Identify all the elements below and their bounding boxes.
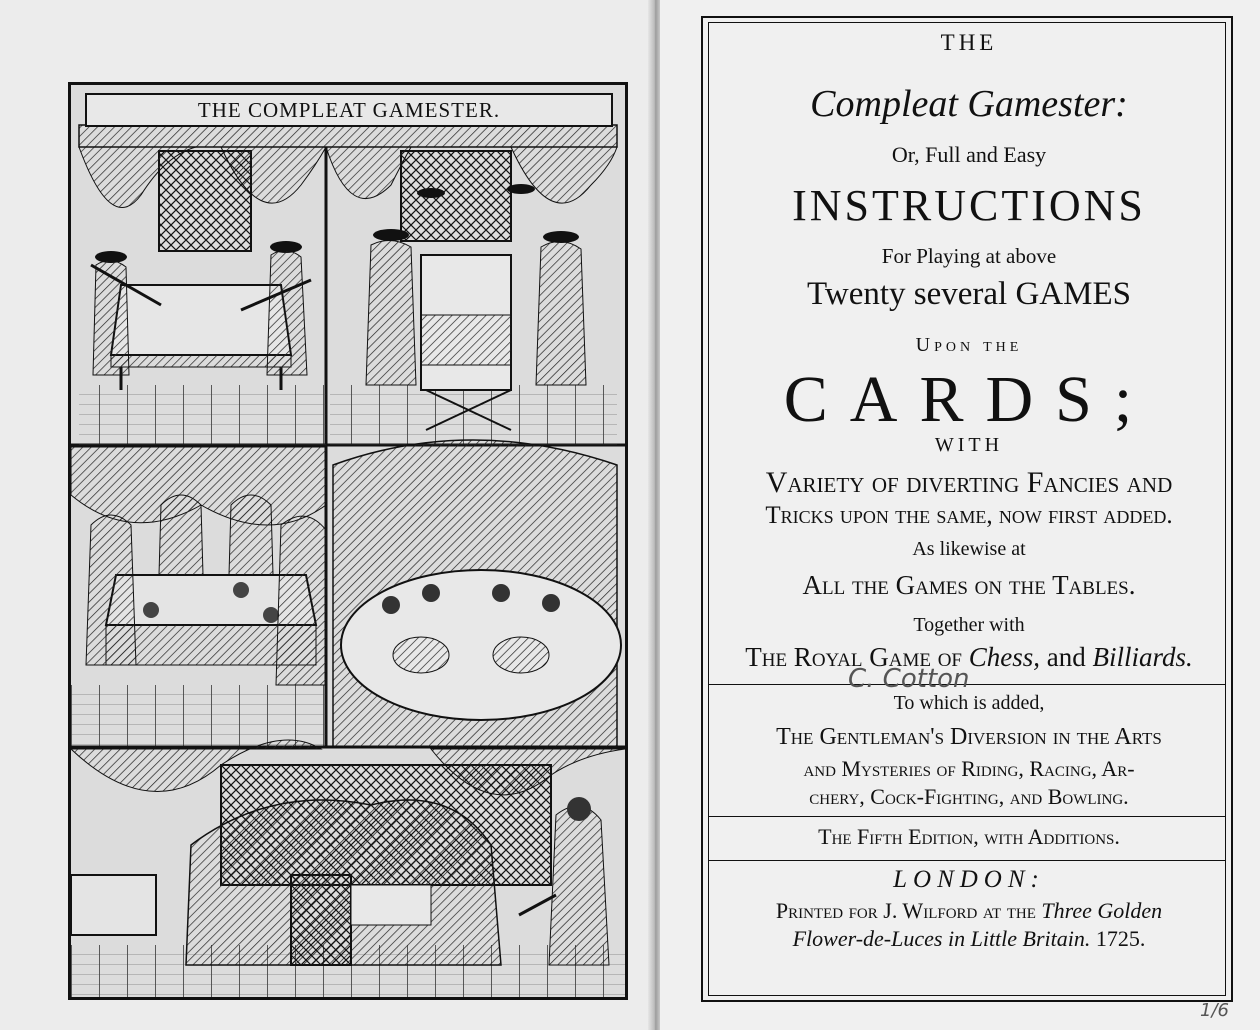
title-edition: The Fifth Edition, with Additions.: [818, 824, 1120, 849]
title-for-playing: For Playing at above: [881, 244, 1057, 268]
title-printed: [720, 898, 1218, 924]
title-tricks: Tricks upon the same, now first added.: [765, 502, 1173, 529]
year-text: 1725.: [1095, 926, 1146, 951]
in-text: in: [947, 926, 966, 951]
panel-card-table: [71, 447, 326, 747]
title-the: THE: [940, 30, 998, 55]
frontispiece-engraving: [68, 82, 628, 1000]
title-subtitle: Or, Full and Easy: [891, 142, 1047, 167]
panel-cockpit: [333, 440, 621, 747]
panel-billiards: [79, 147, 326, 445]
title-with: WITH: [934, 434, 1004, 456]
corner-pencil-mark: 1/6: [1200, 1000, 1229, 1021]
three-golden-text: Three Golden: [1041, 898, 1163, 923]
title-likewise: As likewise at: [912, 538, 1026, 560]
title-added: To which is added,: [893, 692, 1045, 714]
title-together: Together with: [913, 614, 1025, 636]
title-upon-the: Upon the: [915, 334, 1023, 356]
handwritten-attribution: C. Cotton: [848, 664, 970, 694]
rule-2: [708, 816, 1226, 817]
flower-text: Flower-de-Luces: [792, 926, 943, 951]
title-flower: [720, 926, 1218, 952]
rule-3: [708, 860, 1226, 861]
panel-gathering: [71, 740, 625, 997]
title-chery: chery, Cock-Fighting, and Bowling.: [809, 784, 1129, 809]
title-cards: CARDS;: [783, 363, 1155, 436]
right-page: [660, 0, 1260, 1030]
panel-backgammon: [326, 147, 617, 445]
engraving-illustration: [71, 85, 625, 997]
royal-game-text: The Royal Game of: [745, 642, 962, 672]
title-diversion: The Gentleman's Diversion in the Arts: [776, 724, 1162, 750]
chess-text: Chess,: [968, 642, 1040, 672]
little-britain-text: Little Britain.: [970, 926, 1091, 951]
title-instructions: INSTRUCTIONS: [792, 181, 1146, 230]
title-all-games: All the Games on the Tables.: [802, 570, 1136, 600]
billiards-text: Billiards.: [1092, 642, 1193, 672]
title-mysteries: and Mysteries of Riding, Racing, Ar-: [803, 756, 1135, 781]
printed-for-text: Printed for J. Wilford at the: [775, 898, 1036, 923]
frontispiece-banner: THE COMPLEAT GAMESTER.: [85, 93, 613, 127]
title-london: LONDON:: [893, 866, 1045, 893]
and-text: and: [1046, 642, 1086, 672]
title-twenty-games: Twenty several GAMES: [807, 276, 1131, 312]
title-main: Compleat Gamester:: [810, 83, 1128, 125]
title-variety: Variety of diverting Fancies and: [765, 466, 1173, 499]
